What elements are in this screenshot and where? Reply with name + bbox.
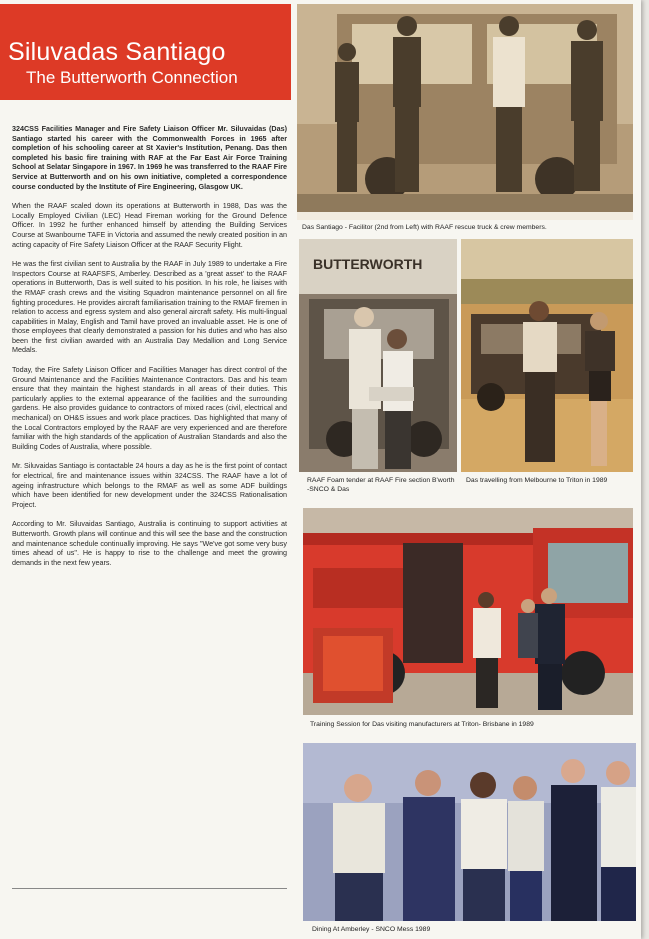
article-paragraph-4: Today, the Fire Safety Liaison Officer and Facilities Manager has direct control of the Ground Maintenance and the Facilities Maintenance Contractors. Das and his team ensure that they maintain the highest standards in all areas of their duties. This particularly applies to the external appearance of the facilities and the surrounding gardens. He also provides guidance to contractors of mixed races (civil, electrical and mechanical) on OH&S issues and work place practices. Das highlighted that many of the Local Contractors employed by the RAAF are very experienced and are therefore familiar with the high standards of the application of Australian Standards and also the Building Codes of Australia, where possible. (12, 365, 287, 451)
caption-photo-4: Training Session for Das visiting manufacturers at Triton- Brisbane in 1989 (310, 721, 534, 728)
page-title: Siluvadas Santiago (8, 38, 226, 66)
butterworth-sign: BUTTERWORTH (313, 256, 423, 272)
caption-photo-1: Das Santiago - Facilitor (2nd from Left) with RAAF rescue truck & crew members. (302, 224, 547, 231)
article-paragraph-6: According to Mr. Siluvaidas Santiago, Australia is continuing to support activities at Butterworth. Growth plans will continue and this will see the base and the construction and maintenance schedule continually improving. He says "We've got some very busy times ahead of us". He is happy to rise to the challenge and meet the growing demands in the next few years. (12, 519, 287, 567)
article-paragraph-1: 324CSS Facilities Manager and Fire Safety Liaison Officer Mr. Siluvaidas (Das) Santiago started his career with the Commonwealth Forces in 1965 after completion of his schooling career at St Xavier's Institution, Penang. Das then completed his basic fire training with RAF at the Far East Air Force Training School at Selatar Singapore in 1967. In 1969 he was transferred to the RAAF Fire Service at Butterworth and on his own initiative, completed a correspondence course conducted by the Institute of Fire Engineering, Glasgow UK. (12, 124, 287, 191)
article-paragraph-5: Mr. Siluvaidas Santiago is contactable 24 hours a day as he is the first point of contact for electrical, fire and maintenance issues within 324CSS. The RAAF have a lot of ageing infrastructure which belongs to the RMAF as well as some ADF buildings which have been identified for new development under the 324CSS Rationalisation Project. (12, 461, 287, 509)
article-paragraph-3: He was the first civilian sent to Australia by the RAAF in July 1989 to undertake a Fire Inspectors Course at RAAFSFS, Amberley. Described as a 'great asset' to the RAAF operations in Butterworth, Das is well suited to his position. In his role, he liaises with the RMAF crash crews and the visiting Squadron maintenance personnel on all fire fighting procedures. He provides aircraft familiarisation training to the RMAF firemen in relation to access and egress system and also general aircraft safety. His multi-lingual capabilities in Malay, English and Tamil have proved an invaluable asset. He is one of those employees that clearly demonstrated a passion for his duties and who has also been the first civilian awarded with an Australia Day Medallion and Long Service Medals. (12, 259, 287, 355)
end-rule (12, 888, 287, 889)
article-body (12, 124, 287, 577)
photo-travelling (461, 239, 633, 472)
photo-dining-amberley (303, 743, 636, 921)
photo-crew-rescue-truck (297, 4, 633, 220)
caption-photo-3: Das travelling from Melbourne to Triton in 1989 (466, 477, 608, 484)
caption-photo-2: RAAF Foam tender at RAAF Fire section B'worth -SNCO & Das (307, 477, 455, 493)
page-subtitle: The Butterworth Connection (26, 68, 238, 87)
caption-photo-5: Dining At Amberley - SNCO Mess 1989 (312, 926, 431, 933)
article-paragraph-2: When the RAAF scaled down its operations at Butterworth in 1988, Das was the Locally Employed Civilian (LEC) Head Fireman working for the Ground Defence Officer. In 1992 he further enhanced himself by attending the Building Services Course at Swanbourne TAFE in Victoria and assumed the newly created position in an acting capacity of Fire Safety Liaison Officer at the RAAF Security Flight. (12, 201, 287, 249)
photo-foam-tender (299, 239, 457, 472)
photo-fire-truck-training (303, 508, 633, 715)
title-banner (0, 4, 291, 100)
